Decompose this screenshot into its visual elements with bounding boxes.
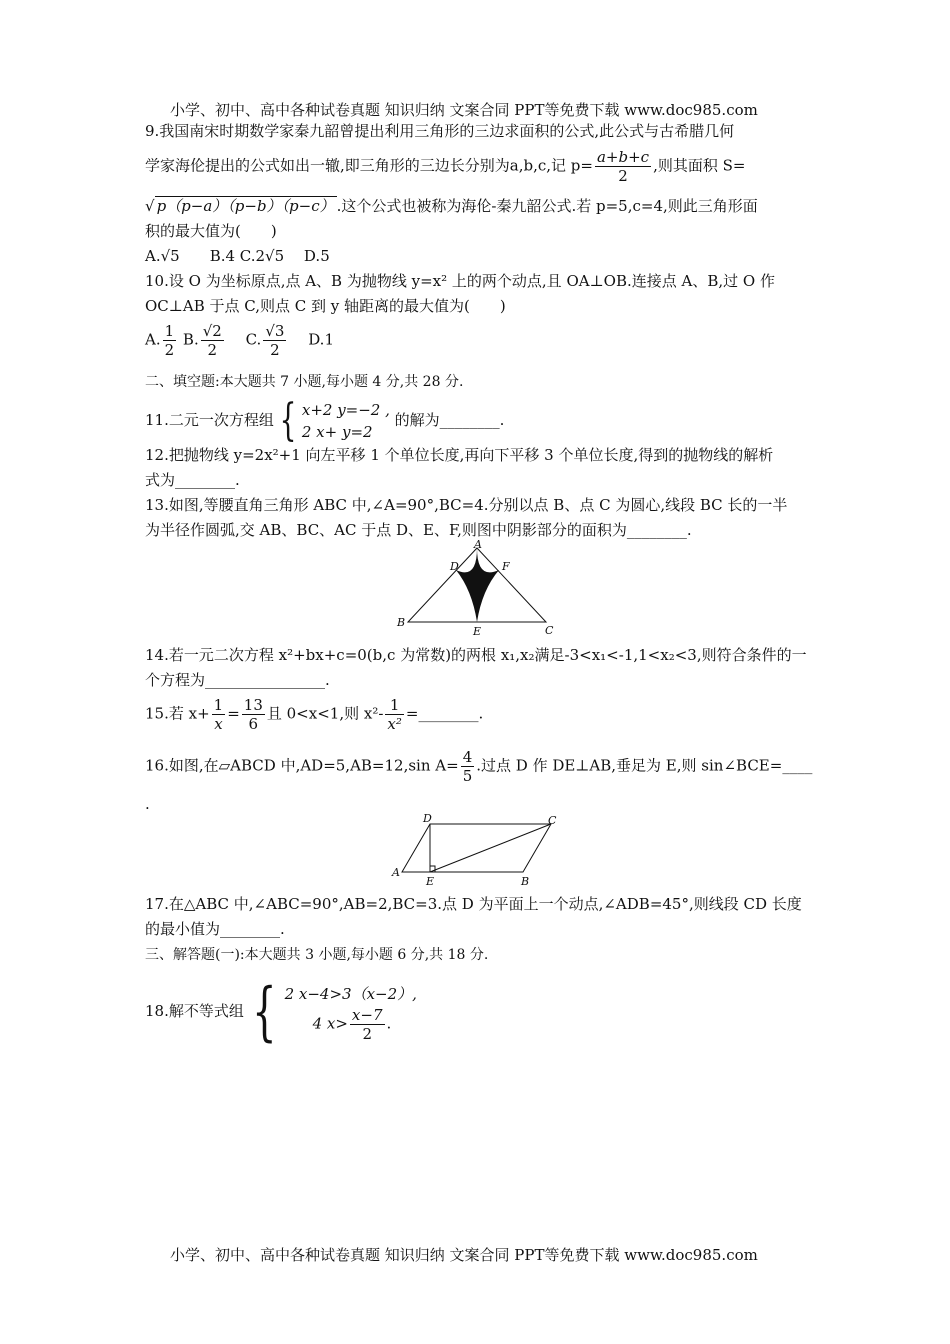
q15-d: =________. (405, 704, 484, 723)
q15-a: 15.若 x+ (145, 704, 210, 723)
q10-a-num: 1 (164, 322, 175, 340)
q17-line1: 17.在△ABC 中,∠ABC=90°,AB=2,BC=3.点 D 为平面上一个动点,∠ADB=45°,则线段 CD 长度 (145, 895, 802, 913)
label-e: E (426, 875, 435, 888)
q9-line2 (145, 148, 745, 185)
q11-eq1: x+2 y=−2 , (301, 401, 390, 419)
q13-line2: 为半径作圆弧,交 AB、BC、AC 于点 D、E、F,则图中阴影部分的面积为________. (145, 521, 692, 539)
sqrt-icon: √ (145, 197, 155, 215)
q18-ineq1: 2 x−4>3（x−2）, (284, 984, 417, 1003)
q15-b: = (227, 704, 240, 723)
q10-option-d: D.1 (288, 330, 334, 349)
parallelogram-abcd (402, 824, 551, 872)
section-3-title: 三、解答题(一):本大题共 3 小题,每小题 6 分,共 18 分. (145, 947, 489, 963)
label-e: E (473, 625, 482, 638)
label-a: A (474, 540, 482, 551)
q9-p-denominator: 2 (618, 167, 628, 185)
left-brace-icon: { (279, 395, 297, 446)
label-c: C (545, 624, 554, 637)
q15-f2-num: 13 (243, 696, 263, 714)
q9-radicand: p（p−a）（p−b）（p−c） (156, 197, 335, 215)
q13-line1: 13.如图,等腰直角三角形 ABC 中,∠A=90°,BC=4.分别以点 B、点 C 为圆心,线段 BC 长的一半 (145, 496, 788, 514)
q18-system (285, 982, 417, 1043)
q12-line2: 式为________. (145, 471, 240, 489)
q16-frac (461, 748, 475, 785)
label-c: C (548, 814, 557, 827)
q10-option-b: B. (178, 330, 199, 349)
label-b: B (521, 875, 530, 888)
q10-a-fraction (163, 322, 177, 359)
section-2-title: 二、填空题:本大题共 7 小题,每小题 4 分,共 28 分. (145, 374, 464, 390)
q14-line2: 个方程为________________. (145, 671, 330, 689)
segment-ec (430, 824, 551, 872)
q16-line2: . (145, 795, 150, 813)
q11-prefix: 11.二元一次方程组 (145, 411, 274, 429)
q15-c: 且 0<x<1,则 x²- (266, 704, 384, 723)
q16-a: 16.如图,在▱ABCD 中,AD=5,AB=12,sin A= (145, 756, 459, 775)
q11-line (145, 395, 505, 446)
q17-line2: 的最小值为________. (145, 920, 285, 938)
q10-c-num: √3 (265, 322, 285, 340)
q9-options: A.√5 B.4 C.2√5 D.5 (145, 247, 330, 265)
q15-line (145, 696, 483, 733)
q15-f3-den: x² (387, 715, 402, 733)
triangle-figure (390, 540, 570, 640)
left-brace-icon: { (252, 975, 277, 1049)
q9-line1: 9.我国南宋时期数学家秦九韶曾提出利用三角形的三边求面积的公式,此公式与古希腊几何 (145, 122, 735, 140)
label-f: F (502, 560, 510, 573)
q11-eq2: 2 x+ y=2 (301, 423, 373, 441)
q18-ineq2-a: 4 x> (312, 1014, 348, 1032)
q10-option-a: A. (145, 330, 161, 349)
q15-f1-den: x (214, 715, 223, 733)
q10-b-fraction (201, 322, 224, 359)
q10-a-den: 2 (164, 341, 175, 359)
label-d: D (423, 812, 432, 825)
parallelogram-figure (388, 810, 563, 890)
q10-line2: OC⊥AB 于点 C,则点 C 到 y 轴距离的最大值为( ) (145, 297, 506, 315)
q15-f1-num: 1 (213, 696, 224, 714)
q9-p-fraction (595, 148, 651, 185)
q16-b: .过点 D 作 DE⊥AB,垂足为 E,则 sin∠BCE=____ (476, 756, 813, 775)
q18-frac-den: 2 (362, 1024, 372, 1043)
page-header: 小学、初中、高中各种试卷真题 知识归纳 文案合同 PPT等免费下载 www.doc985.com (170, 101, 758, 119)
q11-suffix: 的解为________. (389, 411, 505, 429)
q11-system (302, 399, 390, 443)
q16-line (145, 748, 812, 785)
q10-b-num: √2 (202, 322, 222, 340)
q15-frac1 (212, 696, 226, 733)
shaded-region (456, 548, 499, 622)
q15-f2-den: 6 (248, 715, 259, 733)
q16-f-den: 5 (462, 767, 473, 785)
q18-frac (350, 1006, 385, 1043)
q9-text-formula: .这个公式也被称为海伦-秦九韶公式.若 p=5,c=4,则此三角形面 (336, 197, 758, 215)
q10-line1: 10.设 O 为坐标原点,点 A、B 为抛物线 y=x² 上的两个动点,且 OA⊥OB.连接点 A、B,过 O 作 (145, 272, 775, 290)
q10-option-c: C. (225, 330, 262, 349)
q10-c-den: 2 (270, 341, 280, 359)
q9-line3 (145, 196, 758, 216)
q9-line4: 积的最大值为( ) (145, 222, 277, 240)
q18-ineq2-b: . (386, 1014, 392, 1032)
q9-text-s: ,则其面积 S= (653, 156, 746, 175)
page-footer: 小学、初中、高中各种试卷真题 知识归纳 文案合同 PPT等免费下载 www.doc985.com (170, 1246, 758, 1264)
q16-f-num: 4 (462, 748, 473, 766)
q15-frac3 (385, 696, 403, 733)
q10-b-den: 2 (207, 341, 218, 359)
q10-options (145, 322, 334, 359)
q10-c-fraction (263, 322, 286, 359)
q9-p-numerator: a+b+c (596, 148, 650, 166)
q15-f3-num: 1 (385, 696, 403, 715)
q18-ineq2 (285, 1006, 417, 1043)
q12-line1: 12.把抛物线 y=2x²+1 向左平移 1 个单位长度,再向下平移 3 个单位长度,得到的抛物线的解析 (145, 446, 774, 464)
label-a: A (392, 866, 400, 879)
q18-prefix: 18.解不等式组 (145, 1002, 244, 1020)
q9-text: 学家海伦提出的公式如出一辙,即三角形的三边长分别为a,b,c,记 p= (145, 156, 593, 175)
q18-line (145, 975, 417, 1049)
label-b: B (397, 616, 406, 629)
q15-frac2 (242, 696, 265, 733)
q14-line1: 14.若一元二次方程 x²+bx+c=0(b,c 为常数)的两根 x₁,x₂满足-3<x₁<-1,1<x₂<3,则符合条件的一 (145, 646, 807, 664)
q18-frac-num: x−7 (351, 1005, 383, 1024)
label-d: D (450, 560, 459, 573)
